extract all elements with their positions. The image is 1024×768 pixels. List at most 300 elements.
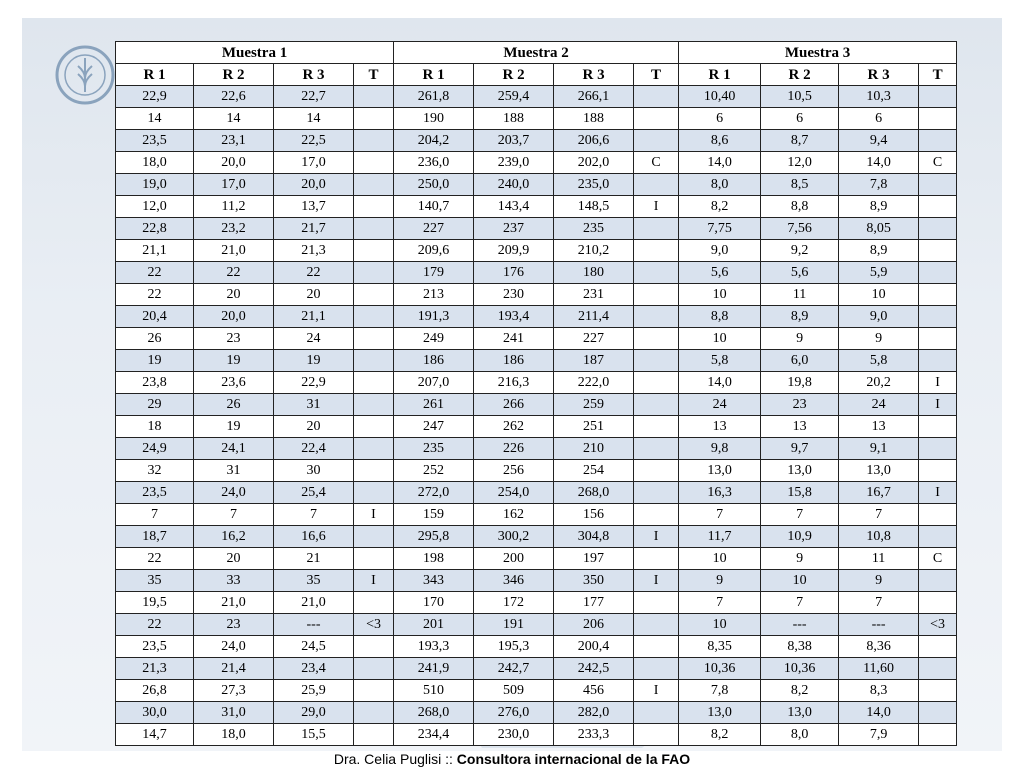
table-row: [116, 504, 957, 526]
table-cell: 22: [274, 262, 354, 284]
table-cell: 209,9: [474, 240, 554, 262]
table-cell: I: [919, 394, 957, 416]
table-cell: 10: [839, 284, 919, 306]
table-cell: 14: [116, 108, 194, 130]
table-cell: [919, 570, 957, 592]
table-cell: 295,8: [394, 526, 474, 548]
table-cell: [354, 460, 394, 482]
table-cell: 7: [274, 504, 354, 526]
table-cell: 20: [194, 548, 274, 570]
table-cell: 12,0: [116, 196, 194, 218]
table-cell: 24,0: [194, 636, 274, 658]
table-cell: 21,0: [274, 592, 354, 614]
table-cell: [919, 680, 957, 702]
table-row: [116, 526, 957, 548]
table-cell: [634, 658, 679, 680]
table-cell: 159: [394, 504, 474, 526]
table-cell: I: [634, 680, 679, 702]
table-cell: [634, 504, 679, 526]
table-cell: 19: [194, 416, 274, 438]
table-cell: 13: [839, 416, 919, 438]
table-cell: 14: [274, 108, 354, 130]
table-cell: 242,7: [474, 658, 554, 680]
table-row: [116, 592, 957, 614]
table-cell: 24,5: [274, 636, 354, 658]
table-cell: ---: [761, 614, 839, 636]
table-cell: 19,5: [116, 592, 194, 614]
table-cell: 143,4: [474, 196, 554, 218]
table-cell: 16,6: [274, 526, 354, 548]
table-cell: 15,8: [761, 482, 839, 504]
table-row: [116, 394, 957, 416]
table-cell: 19: [194, 350, 274, 372]
table-cell: I: [354, 570, 394, 592]
table-cell: [919, 86, 957, 108]
column-header: R 2: [474, 64, 554, 86]
table-cell: 187: [554, 350, 634, 372]
table-cell: 22: [194, 262, 274, 284]
table-cell: 31: [274, 394, 354, 416]
table-cell: 11: [761, 284, 839, 306]
table-cell: 180: [554, 262, 634, 284]
table-cell: 21,0: [194, 592, 274, 614]
table-cell: 14,7: [116, 724, 194, 746]
table-cell: [354, 438, 394, 460]
table-cell: 7: [839, 504, 919, 526]
table-cell: 186: [474, 350, 554, 372]
table-cell: 9,2: [761, 240, 839, 262]
table-cell: 226: [474, 438, 554, 460]
table-cell: I: [354, 504, 394, 526]
table-cell: 6: [761, 108, 839, 130]
table-cell: 8,7: [761, 130, 839, 152]
table-cell: 234,4: [394, 724, 474, 746]
table-cell: 9: [679, 570, 761, 592]
table-cell: 23,4: [274, 658, 354, 680]
table-cell: 7,8: [679, 680, 761, 702]
table-cell: 24: [274, 328, 354, 350]
table-cell: C: [919, 152, 957, 174]
table-cell: 256: [474, 460, 554, 482]
table-cell: [919, 504, 957, 526]
table-cell: [354, 130, 394, 152]
table-cell: 233,3: [554, 724, 634, 746]
table-cell: 268,0: [394, 702, 474, 724]
table-cell: [634, 702, 679, 724]
table-cell: 191: [474, 614, 554, 636]
table-row: [116, 262, 957, 284]
table-cell: [354, 658, 394, 680]
table-cell: 186: [394, 350, 474, 372]
table-cell: 230,0: [474, 724, 554, 746]
table-cell: [919, 130, 957, 152]
table-cell: 8,9: [761, 306, 839, 328]
table-row: [116, 460, 957, 482]
table-cell: 33: [194, 570, 274, 592]
table-cell: 350: [554, 570, 634, 592]
table-row: [116, 152, 957, 174]
table-cell: 26: [194, 394, 274, 416]
table-cell: 21,0: [194, 240, 274, 262]
group-header: Muestra 2: [394, 42, 679, 64]
column-header: R 3: [274, 64, 354, 86]
table-cell: 23,6: [194, 372, 274, 394]
table-cell: 247: [394, 416, 474, 438]
table-cell: [634, 108, 679, 130]
table-row: [116, 284, 957, 306]
table-cell: 10,3: [839, 86, 919, 108]
table-cell: [354, 218, 394, 240]
table-row: [116, 482, 957, 504]
table-cell: [634, 438, 679, 460]
table-cell: 25,4: [274, 482, 354, 504]
table-cell: 22,6: [194, 86, 274, 108]
table-cell: 5,8: [839, 350, 919, 372]
table-cell: 6,0: [761, 350, 839, 372]
table-row: [116, 438, 957, 460]
table-cell: [919, 240, 957, 262]
table-cell: [354, 240, 394, 262]
table-row: [116, 614, 957, 636]
table-cell: 18: [116, 416, 194, 438]
table-cell: 9,7: [761, 438, 839, 460]
table-cell: 304,8: [554, 526, 634, 548]
table-cell: [354, 196, 394, 218]
table-cell: [354, 284, 394, 306]
fao-logo: [54, 44, 116, 106]
table-cell: 140,7: [394, 196, 474, 218]
table-cell: 21,1: [116, 240, 194, 262]
table-cell: [354, 702, 394, 724]
table-cell: 509: [474, 680, 554, 702]
table-cell: 17,0: [194, 174, 274, 196]
table-cell: [919, 526, 957, 548]
column-header: T: [354, 64, 394, 86]
table-cell: 23,2: [194, 218, 274, 240]
table-cell: [354, 174, 394, 196]
table-cell: 200,4: [554, 636, 634, 658]
table-cell: I: [634, 526, 679, 548]
table-cell: [634, 86, 679, 108]
table-row: [116, 548, 957, 570]
table-cell: 8,8: [679, 306, 761, 328]
table-cell: 22,7: [274, 86, 354, 108]
table-cell: [634, 460, 679, 482]
table-cell: 22,9: [116, 86, 194, 108]
table-cell: 16,3: [679, 482, 761, 504]
table-cell: [919, 658, 957, 680]
table-cell: [354, 394, 394, 416]
table-cell: 193,3: [394, 636, 474, 658]
table-cell: 266,1: [554, 86, 634, 108]
table-cell: 254,0: [474, 482, 554, 504]
table-cell: [354, 592, 394, 614]
table-cell: 230: [474, 284, 554, 306]
table-cell: 195,3: [474, 636, 554, 658]
table-cell: 216,3: [474, 372, 554, 394]
table-cell: 7: [839, 592, 919, 614]
group-header: Muestra 1: [116, 42, 394, 64]
table-cell: 14,0: [679, 372, 761, 394]
table-cell: [634, 482, 679, 504]
table-cell: 282,0: [554, 702, 634, 724]
table-cell: [919, 306, 957, 328]
column-header: R 1: [116, 64, 194, 86]
table-cell: 8,36: [839, 636, 919, 658]
table-cell: 346: [474, 570, 554, 592]
table-cell: 177: [554, 592, 634, 614]
table-cell: 13: [679, 416, 761, 438]
table-cell: [919, 724, 957, 746]
table-cell: [354, 328, 394, 350]
table-cell: 13,0: [839, 460, 919, 482]
column-header: T: [634, 64, 679, 86]
table-cell: [919, 328, 957, 350]
table-cell: 17,0: [274, 152, 354, 174]
table-cell: 9: [839, 328, 919, 350]
table-row: [116, 86, 957, 108]
table-cell: 211,4: [554, 306, 634, 328]
table-cell: 249: [394, 328, 474, 350]
table-cell: I: [919, 482, 957, 504]
table-cell: 7,75: [679, 218, 761, 240]
table-cell: 9,1: [839, 438, 919, 460]
table-cell: 7,8: [839, 174, 919, 196]
table-cell: [354, 262, 394, 284]
table-cell: 20: [194, 284, 274, 306]
table-cell: 343: [394, 570, 474, 592]
table-cell: 35: [274, 570, 354, 592]
table-cell: 8,0: [679, 174, 761, 196]
table-cell: [634, 372, 679, 394]
table-cell: 236,0: [394, 152, 474, 174]
table-row: [116, 680, 957, 702]
column-header: R 3: [554, 64, 634, 86]
table-cell: 24,9: [116, 438, 194, 460]
table-cell: 261,8: [394, 86, 474, 108]
column-header: R 2: [194, 64, 274, 86]
table-cell: 266: [474, 394, 554, 416]
table-row: [116, 130, 957, 152]
table-cell: 259: [554, 394, 634, 416]
table-cell: 10,36: [679, 658, 761, 680]
table-cell: 10,8: [839, 526, 919, 548]
table-body: [116, 86, 957, 746]
table-cell: C: [634, 152, 679, 174]
data-table: [115, 41, 957, 746]
table-row: [116, 372, 957, 394]
table-cell: 188: [554, 108, 634, 130]
table-cell: 20: [274, 284, 354, 306]
table-cell: 8,5: [761, 174, 839, 196]
footer-role: Consultora internacional de la FAO: [456, 751, 691, 767]
table-cell: 35: [116, 570, 194, 592]
table-cell: 13,0: [679, 702, 761, 724]
table-cell: 19: [116, 350, 194, 372]
table-cell: 7: [761, 592, 839, 614]
table-cell: [919, 196, 957, 218]
table-cell: 179: [394, 262, 474, 284]
table-row: [116, 306, 957, 328]
table-cell: 210: [554, 438, 634, 460]
table-cell: [354, 526, 394, 548]
table-cell: 8,6: [679, 130, 761, 152]
table-cell: 259,4: [474, 86, 554, 108]
table-cell: 5,6: [679, 262, 761, 284]
table-cell: [634, 240, 679, 262]
table-cell: [919, 218, 957, 240]
table-cell: 21,1: [274, 306, 354, 328]
table-cell: 31,0: [194, 702, 274, 724]
table-cell: 23: [194, 328, 274, 350]
table-cell: 21: [274, 548, 354, 570]
table-cell: 8,2: [679, 724, 761, 746]
table-row: [116, 724, 957, 746]
table-cell: 20,0: [194, 306, 274, 328]
table-cell: 9,4: [839, 130, 919, 152]
table-cell: 27,3: [194, 680, 274, 702]
table-row: [116, 570, 957, 592]
table-cell: 172: [474, 592, 554, 614]
table-cell: 10: [679, 614, 761, 636]
table-cell: 261: [394, 394, 474, 416]
table-cell: 20,0: [194, 152, 274, 174]
table-cell: [354, 152, 394, 174]
column-header: R 1: [679, 64, 761, 86]
table-cell: 210,2: [554, 240, 634, 262]
table-cell: 26: [116, 328, 194, 350]
table-cell: 240,0: [474, 174, 554, 196]
table-cell: 6: [679, 108, 761, 130]
table-cell: 13,7: [274, 196, 354, 218]
table-cell: [634, 548, 679, 570]
table-cell: [634, 328, 679, 350]
table-cell: 231: [554, 284, 634, 306]
table-cell: [634, 284, 679, 306]
table-cell: [919, 416, 957, 438]
table-cell: [919, 636, 957, 658]
table-cell: 21,7: [274, 218, 354, 240]
table-cell: 235: [394, 438, 474, 460]
table-cell: 19,8: [761, 372, 839, 394]
table-cell: 23,1: [194, 130, 274, 152]
table-cell: 8,05: [839, 218, 919, 240]
table-cell: [354, 372, 394, 394]
table-cell: 201: [394, 614, 474, 636]
table-row: [116, 108, 957, 130]
table-row: [116, 702, 957, 724]
table-cell: 10: [761, 570, 839, 592]
table-cell: 170: [394, 592, 474, 614]
table-cell: [354, 108, 394, 130]
table-cell: 18,0: [194, 724, 274, 746]
table-cell: ---: [839, 614, 919, 636]
table-row: [116, 218, 957, 240]
table-cell: [354, 86, 394, 108]
table-cell: 222,0: [554, 372, 634, 394]
table-cell: [634, 174, 679, 196]
table-cell: 213: [394, 284, 474, 306]
table-cell: [919, 592, 957, 614]
table-cell: 242,5: [554, 658, 634, 680]
table-cell: 235,0: [554, 174, 634, 196]
table-cell: 11,7: [679, 526, 761, 548]
table-cell: 14,0: [679, 152, 761, 174]
table-cell: I: [634, 196, 679, 218]
table-cell: 300,2: [474, 526, 554, 548]
table-cell: 30,0: [116, 702, 194, 724]
table-cell: 24,1: [194, 438, 274, 460]
table-cell: 22: [116, 284, 194, 306]
table-cell: [634, 724, 679, 746]
table-cell: [634, 306, 679, 328]
table-cell: 10,40: [679, 86, 761, 108]
table-cell: 5,8: [679, 350, 761, 372]
column-header: R 3: [839, 64, 919, 86]
table-cell: 5,6: [761, 262, 839, 284]
table-cell: 176: [474, 262, 554, 284]
table-cell: 10: [679, 328, 761, 350]
table-cell: 198: [394, 548, 474, 570]
table-cell: 22,8: [116, 218, 194, 240]
table-cell: 25,9: [274, 680, 354, 702]
table-cell: [919, 350, 957, 372]
table-cell: [354, 680, 394, 702]
table-cell: ---: [274, 614, 354, 636]
table-cell: 190: [394, 108, 474, 130]
table-cell: 5,9: [839, 262, 919, 284]
table-cell: 262: [474, 416, 554, 438]
table-cell: 11: [839, 548, 919, 570]
table-cell: 21,4: [194, 658, 274, 680]
table-cell: 14,0: [839, 152, 919, 174]
table-cell: 22: [116, 262, 194, 284]
table-cell: [919, 262, 957, 284]
table-cell: 156: [554, 504, 634, 526]
table-cell: 20,4: [116, 306, 194, 328]
table-cell: 19: [274, 350, 354, 372]
table-cell: 15,5: [274, 724, 354, 746]
table-cell: 13,0: [761, 460, 839, 482]
table-cell: 241: [474, 328, 554, 350]
table-cell: [354, 482, 394, 504]
table-cell: 23: [194, 614, 274, 636]
table-cell: 6: [839, 108, 919, 130]
table-cell: 26,8: [116, 680, 194, 702]
table-cell: [634, 636, 679, 658]
table-cell: 207,0: [394, 372, 474, 394]
table-row: [116, 350, 957, 372]
table-cell: 237: [474, 218, 554, 240]
column-header: R 2: [761, 64, 839, 86]
table-cell: 188: [474, 108, 554, 130]
table-cell: 22: [116, 614, 194, 636]
table-cell: 7: [679, 504, 761, 526]
table-cell: 10,36: [761, 658, 839, 680]
table-cell: [354, 350, 394, 372]
table-cell: 23: [761, 394, 839, 416]
table-cell: 202,0: [554, 152, 634, 174]
table-cell: 8,8: [761, 196, 839, 218]
table-cell: 20: [274, 416, 354, 438]
table-cell: 23,8: [116, 372, 194, 394]
table-cell: 162: [474, 504, 554, 526]
table-cell: 8,9: [839, 240, 919, 262]
table-cell: 200: [474, 548, 554, 570]
table-cell: 30: [274, 460, 354, 482]
table-cell: 251: [554, 416, 634, 438]
table-cell: [919, 108, 957, 130]
